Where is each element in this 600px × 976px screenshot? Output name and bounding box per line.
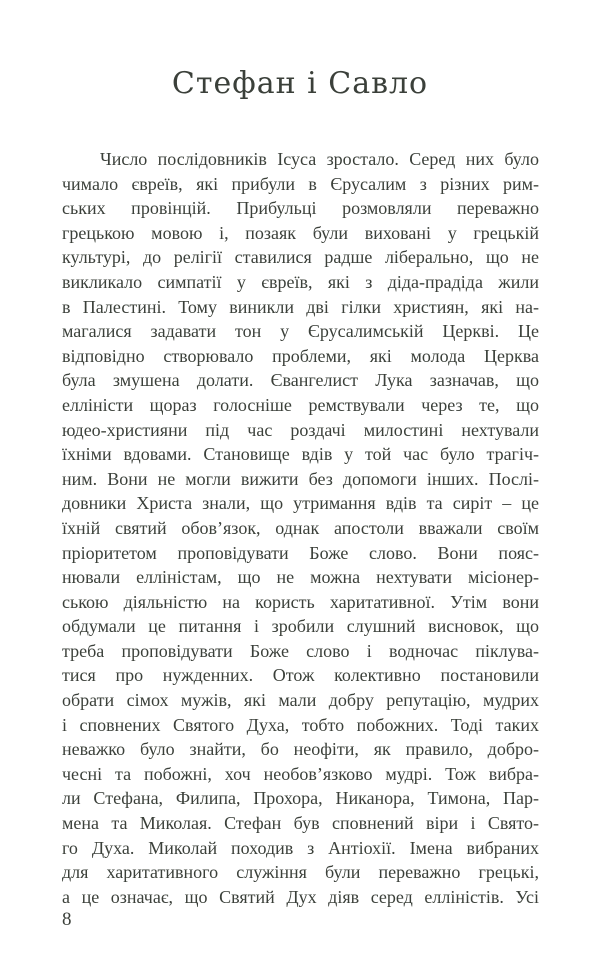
page-title: Стефан і Савло bbox=[171, 66, 429, 101]
text-line: ських провінцій. Прибульці розмовляли переважно bbox=[62, 198, 539, 219]
text-line: треба проповідувати Боже слово і водночас піклува- bbox=[62, 640, 539, 661]
text-line: обрати сімох мужів, які мали добру репутацію, мудрих bbox=[62, 690, 539, 711]
text-line: відповідно створювало проблеми, які молода Церква bbox=[62, 345, 539, 366]
text-line: викликало симпатії у євреїв, які з діда-прадіда жили bbox=[62, 271, 539, 292]
text-line: ською діяльністю на користь харитативної. Утім вони bbox=[62, 591, 539, 612]
text-line: мена та Миколая. Стефан був сповнений віри і Свято- bbox=[62, 813, 539, 834]
text-line: їхніми вдовами. Становище вдів у той час було трагіч- bbox=[62, 444, 539, 465]
page-number: 8 bbox=[62, 909, 72, 930]
text-line: для харитативного служіння були переважно грецькі, bbox=[62, 862, 539, 883]
text-line: пріоритетом проповідувати Боже слово. Вони пояс- bbox=[62, 542, 539, 563]
text-line: го Духа. Миколай походив з Антіохії. Імена вибраних bbox=[62, 837, 539, 858]
text-line: обдумали це питання і зробили слушний висновок, що bbox=[62, 616, 539, 637]
text-line: чимало євреїв, які прибули в Єрусалим з різних рим- bbox=[62, 173, 539, 194]
text-line: чесні та побожні, хоч необов’язково мудрі. Тож вибра- bbox=[62, 763, 539, 784]
text-line: і сповнених Святого Духа, тобто побожних. Тоді таких bbox=[62, 714, 539, 735]
text-line: була змушена долати. Євангелист Лука зазначав, що bbox=[62, 370, 539, 391]
text-line: грецькою мовою і, позаяк були виховані у грецькій bbox=[62, 222, 539, 243]
text-line: неважко було знайти, бо неофіти, як правило, добро- bbox=[62, 739, 539, 760]
text-line: юдео-християни під час роздачі милостині нехтували bbox=[62, 419, 539, 440]
text-line: елліністи щораз голосніше ремствували через те, що bbox=[62, 394, 539, 415]
text-line: а це означає, що Святий Дух діяв серед елліністів. Усі bbox=[62, 886, 539, 907]
body-text bbox=[62, 147, 539, 909]
text-line: тися про нужденних. Отож колективно постановили bbox=[62, 665, 539, 686]
text-line: в Палестині. Тому виникли дві гілки християн, які на- bbox=[62, 296, 539, 317]
text-line: магалися задавати тон у Єрусалимській Церкві. Це bbox=[62, 321, 539, 342]
text-line: Число послідовників Ісуса зростало. Серед них було bbox=[100, 149, 539, 169]
text-line: ним. Вони не могли вижити без допомоги інших. Послі- bbox=[62, 468, 539, 489]
text-line: ли Стефана, Филипа, Прохора, Никанора, Тимона, Пар- bbox=[62, 788, 539, 809]
text-line: їхній святий обов’язок, однак апостоли вважали своїм bbox=[62, 517, 539, 538]
text-line: довники Христа знали, що утримання вдів та сиріт – це bbox=[62, 493, 539, 514]
text-line: культурі, до релігії ставилися радше ліберально, що не bbox=[62, 247, 539, 268]
text-line: нювали елліністам, що не можна нехтувати місіонер- bbox=[62, 567, 539, 588]
